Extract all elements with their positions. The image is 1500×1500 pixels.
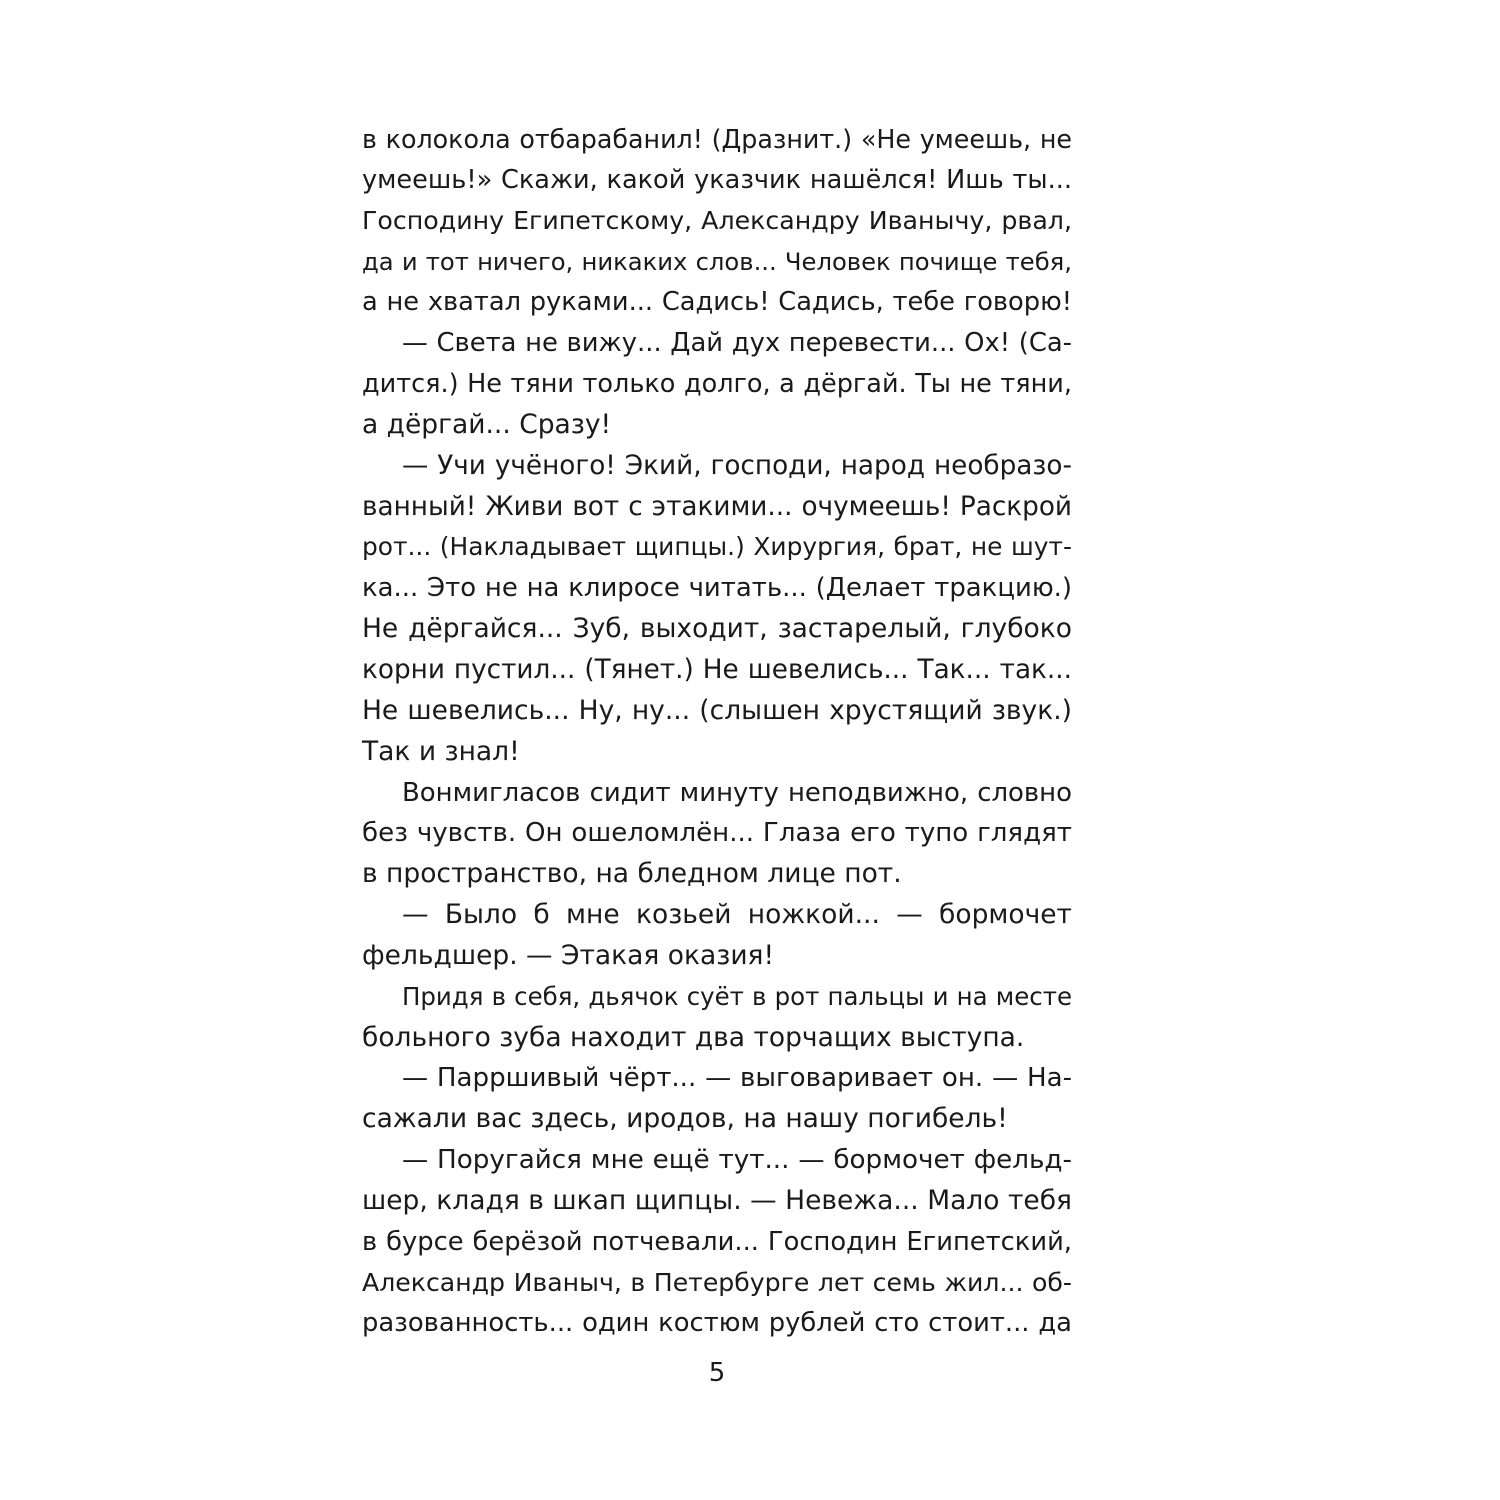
text-line: в бурсе берёзой потчевали... Господин Египетский, [362, 1226, 1072, 1257]
text-line: Не дёргайся... Зуб, выходит, застарелый, глубоко [362, 613, 1072, 645]
text-line: — Было б мне козьей ножкой... — бормочет [402, 899, 1072, 931]
text-line: больного зуба находит два торчащих выступа. [362, 1021, 1025, 1053]
text-line: шер, кладя в шкап щипцы. — Невежа... Мало тебя [362, 1184, 1072, 1216]
page-number: 5 [708, 1358, 726, 1388]
text-line: ка... Это не на клиросе читать... (Делает тракцию.) [362, 573, 1072, 604]
text-line: Господину Египетскому, Александру Иванычу, рвал, [362, 205, 1072, 235]
text-line: Придя в себя, дьячок суёт в рот пальцы и на месте [402, 981, 1072, 1011]
text-line: без чувств. Он ошеломлён... Глаза его тупо глядят [362, 818, 1072, 849]
text-line: умеешь!» Скажи, какой указчик нашёлся! Ишь ты... [362, 164, 1072, 195]
text-line: а не хватал руками... Садись! Садись, тебе говорю! [362, 287, 1072, 318]
text-line: — Поругайся мне ещё тут... — бормочет фельд- [402, 1145, 1072, 1176]
text-line: — Парршивый чёрт... — выговаривает он. — На- [402, 1063, 1072, 1094]
text-line: дится.) Не тяни только долго, а дёргай. Ты не тяни, [362, 369, 1072, 400]
text-line: а дёргай... Сразу! [362, 408, 612, 440]
text-line: в колокола отбарабанил! (Дразнит.) «Не умеешь, не [362, 124, 1072, 154]
text-line: рот... (Накладывает щипцы.) Хирургия, брат, не шут- [362, 532, 1072, 562]
text-line: корни пустил... (Тянет.) Не шевелись... Так... так... [362, 654, 1072, 685]
text-line: — Света не вижу... Дай дух перевести... Ох! (Са- [402, 328, 1072, 359]
text-line: Так и знал! [362, 735, 520, 767]
text-line: Вонмигласов сидит минуту неподвижно, словно [402, 777, 1072, 808]
text-line: да и тот ничего, никаких слов... Человек почище тебя, [362, 246, 1072, 276]
text-line: в пространство, на бледном лице пот. [362, 858, 902, 890]
text-line: ванный! Живи вот с этакими... очумеешь! Раскрой [362, 491, 1072, 522]
text-line: фельдшер. — Этакая оказия! [362, 939, 775, 971]
text-line: Не шевелись... Ну, ну... (слышен хрустящий звук.) [362, 694, 1072, 726]
body-text [362, 119, 1072, 1344]
text-line: — Учи учёного! Экий, господи, народ необразо- [402, 450, 1072, 481]
text-line: разованность... один костюм рублей сто стоит... да [362, 1308, 1072, 1339]
text-line: Александр Иваныч, в Петербурге лет семь жил... об- [362, 1267, 1072, 1297]
text-line: сажали вас здесь, иродов, на нашу погибель! [362, 1103, 1008, 1135]
